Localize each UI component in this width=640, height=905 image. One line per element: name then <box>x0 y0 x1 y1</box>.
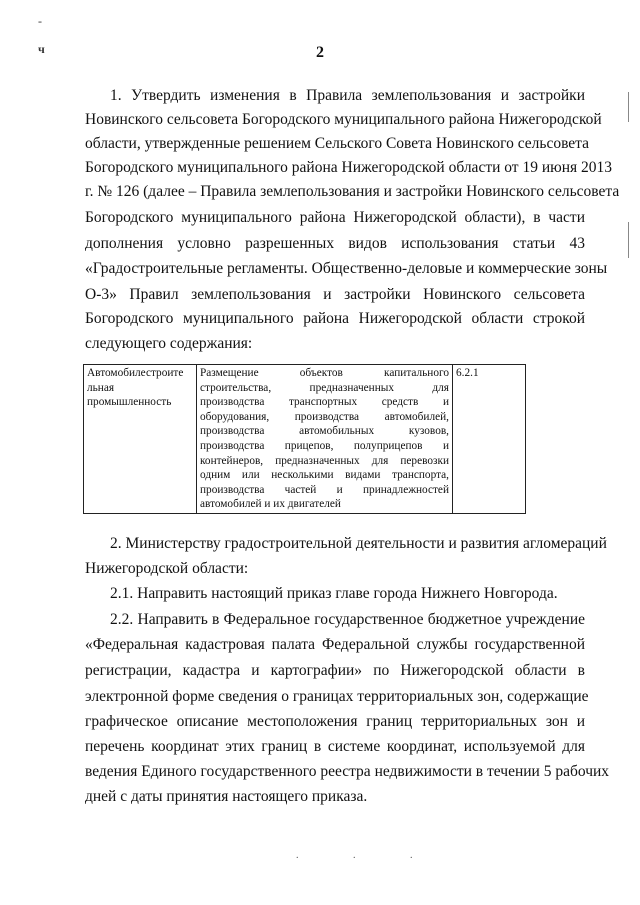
cell-text: оборудования, производства автомобилей, <box>200 410 449 423</box>
paragraph-1-line: О-3» Правил землепользования и застройки Новинского сельсовета <box>85 286 585 303</box>
cell-text: производства автомобильных кузовов, <box>200 425 449 438</box>
footer-dots: . . . <box>296 850 439 861</box>
paragraph-2-2-line: графическое описание местоположения границ территориальных зон и <box>85 713 585 730</box>
paragraph-1-line: Богородского муниципального района Нижегородской области), в части <box>85 209 585 226</box>
paragraph-1-line: Богородского муниципального района Нижегородской области строкой <box>85 310 585 327</box>
use-types-table <box>83 364 526 514</box>
paragraph-2-1: 2.1. Направить настоящий приказ главе города Нижнего Новгорода. <box>110 585 558 602</box>
cell-text: производства прицепов, полуприцепов и <box>200 439 449 452</box>
cell-text: одним или несколькими видами транспорта, <box>200 469 449 482</box>
cell-text: промышленность <box>87 396 172 409</box>
table-row <box>84 365 526 514</box>
margin-glyph: ч <box>38 42 45 56</box>
paragraph-1-line: Богородского муниципального района Нижегородской области от 19 июня 2013 <box>85 159 613 176</box>
paragraph-1-line: «Градостроительные регламенты. Общественно-деловые и коммерческие зоны <box>85 260 608 277</box>
cell-text: Размещение объектов капитального <box>200 367 449 379</box>
scan-edge-mark <box>628 222 629 258</box>
cell-text: производства частей и принадлежностей <box>200 483 449 496</box>
paragraph-1-line: г. № 126 (далее – Правила землепользования и застройки Новинского сельсовета <box>85 183 620 200</box>
paragraph-1-line: 1. Утвердить изменения в Правила землепользования и застройки <box>110 87 585 104</box>
scan-edge-mark <box>628 92 629 122</box>
cell-text: Автомобилестроите <box>87 367 184 379</box>
paragraph-2-2-line: дней с даты принятия настоящего приказа. <box>85 788 368 805</box>
paragraph-2-2-line: «Федеральная кадастровая палата Федеральной службы государственной <box>85 636 585 653</box>
paragraph-1-line: Новинского сельсовета Богородского муниципального района Нижегородской <box>85 111 602 128</box>
table-cell-code: 6.2.1 <box>453 365 526 514</box>
page-number: 2 <box>316 44 324 61</box>
cell-text: льная <box>87 381 115 394</box>
paragraph-2-line: 2. Министерству градостроительной деятельности и развития агломераций <box>110 535 607 552</box>
paragraph-2-2-line: электронной форме сведения о границах территориальных зон, содержащие <box>85 688 589 705</box>
cell-text: строительства, предназначенных для <box>200 381 449 394</box>
paragraph-1-line: следующего содержания: <box>85 335 253 352</box>
cell-text: автомобилей и их двигателей <box>200 498 341 511</box>
paragraph-2-2-line: 2.2. Направить в Федеральное государственное бюджетное учреждение <box>110 611 585 628</box>
paragraph-1-line: дополнения условно разрешенных видов использования статьи 43 <box>85 235 585 252</box>
paragraph-2-2-line: регистрации, кадастра и картографии» по Нижегородской области в <box>85 662 585 679</box>
cell-text: производства транспортных средств и <box>200 396 449 409</box>
paragraph-2-line: Нижегородской области: <box>85 560 249 577</box>
table-cell-use-name <box>84 365 197 514</box>
table-cell-description <box>197 365 453 514</box>
paragraph-2-2-line: ведения Единого государственного реестра недвижимости в течении 5 рабочих <box>85 763 610 780</box>
margin-tick: - <box>38 14 42 28</box>
cell-text: контейнеров, предназначенных для перевозки <box>200 454 449 467</box>
paragraph-1-line: области, утвержденные решением Сельского Совета Новинского сельсовета <box>85 135 590 152</box>
paragraph-2-2-line: перечень координат этих границ в системе координат, используемой для <box>85 738 585 755</box>
